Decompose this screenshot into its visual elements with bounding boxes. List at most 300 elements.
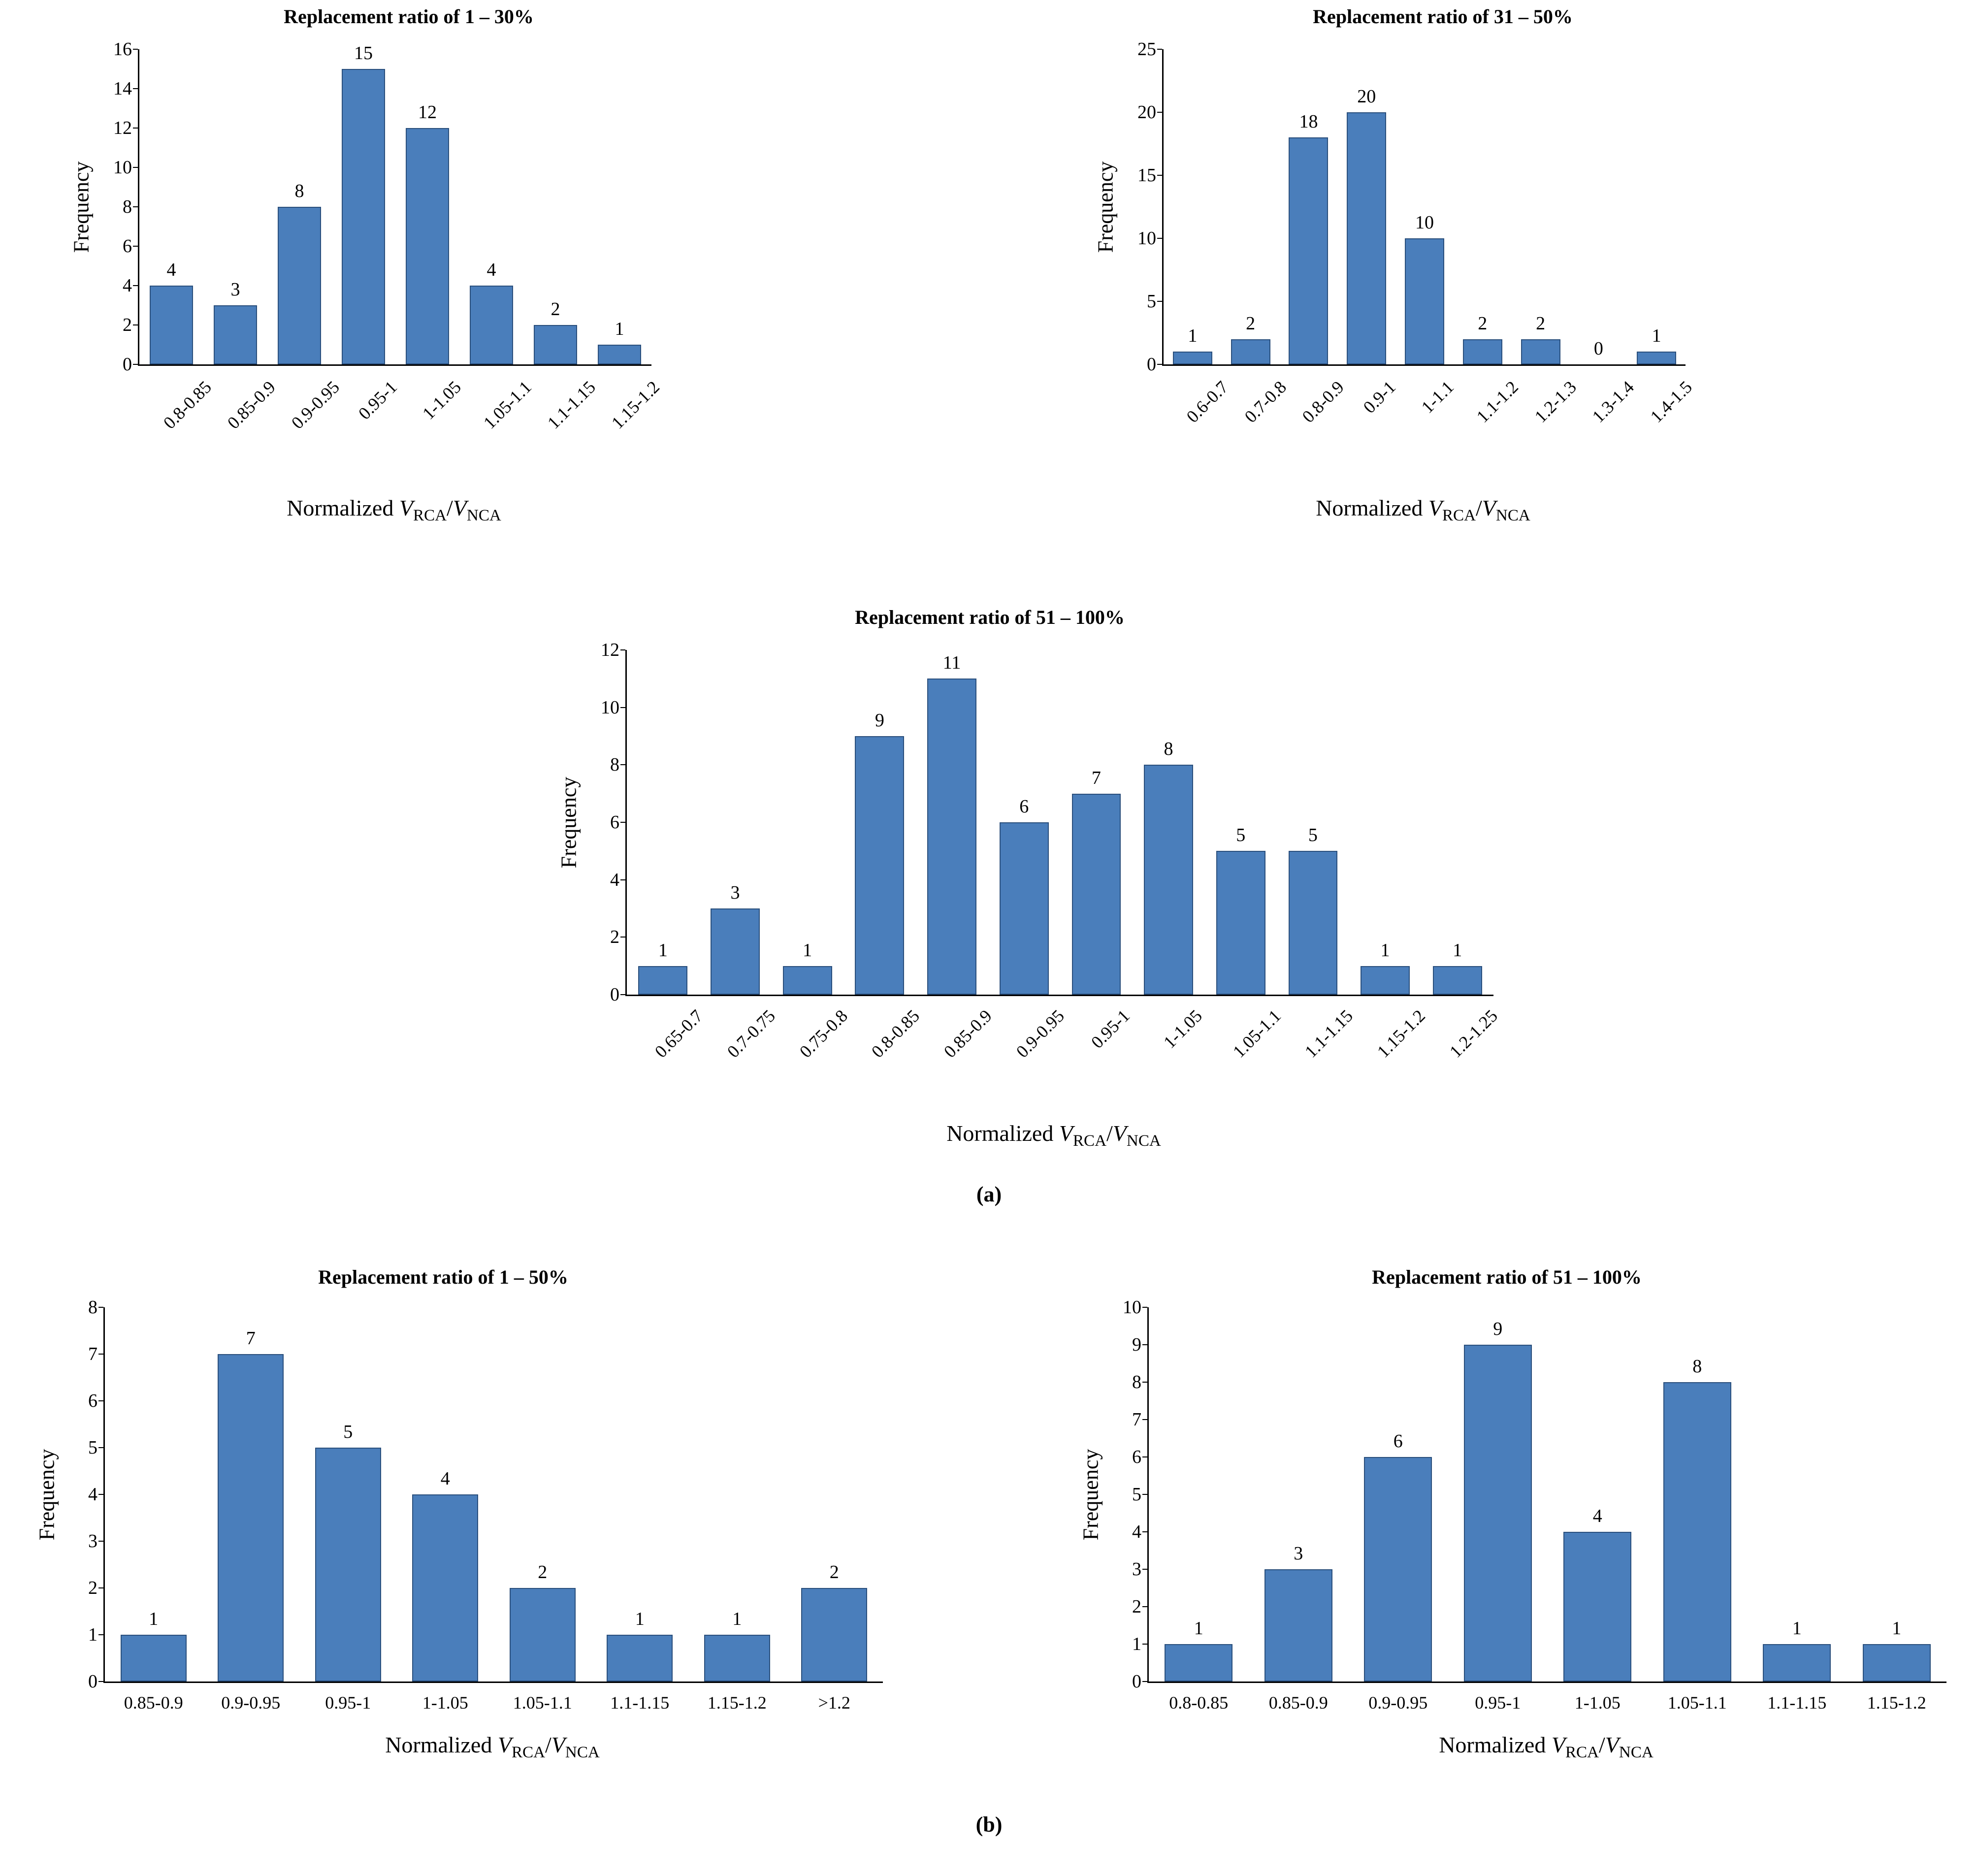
x-tick-label: 0.85-0.9 (223, 377, 279, 433)
x-tick-label: 1.05-1.1 (479, 377, 535, 433)
y-tick-label: 6 (123, 236, 132, 257)
x-tick-label: 1-1.05 (418, 377, 465, 423)
bar-item[interactable] (1847, 1307, 1947, 1682)
bar-value-label: 3 (230, 279, 240, 300)
x-axis-label-prefix: Normalized (385, 1732, 498, 1757)
x-tick-label: 0.8-0.85 (159, 377, 215, 433)
bar[interactable] (1231, 339, 1270, 364)
bar-item[interactable] (331, 43, 395, 364)
plot-area-a3 (625, 650, 1493, 996)
x-tick-cell (1204, 1005, 1285, 1062)
y-tick-mark (620, 707, 625, 708)
bar-item[interactable] (587, 49, 651, 364)
bar-item[interactable] (786, 1307, 883, 1682)
bar[interactable] (1763, 1644, 1831, 1682)
bar-item[interactable] (1277, 650, 1349, 995)
bar-item[interactable] (1548, 1307, 1648, 1682)
y-tick-label: 0 (1132, 1671, 1141, 1692)
bar[interactable] (801, 1588, 867, 1682)
x-tick-cell (786, 1692, 883, 1713)
bar-item[interactable] (203, 49, 267, 364)
bar-item[interactable] (1149, 1307, 1249, 1682)
y-tick-mark (98, 1634, 103, 1635)
y-tick-label: 0 (88, 1671, 97, 1692)
bar[interactable] (1863, 1644, 1931, 1682)
y-tick-mark (98, 1494, 103, 1495)
x-tick-label: 1-1.1 (1417, 377, 1458, 418)
bar-item[interactable] (1222, 49, 1280, 364)
y-tick-label: 2 (1132, 1596, 1141, 1617)
y-tick-label: 2 (88, 1578, 97, 1598)
bar[interactable] (1663, 1382, 1731, 1682)
bar-item[interactable] (459, 49, 523, 364)
y-tick-mark (98, 1681, 103, 1682)
bar-item[interactable] (627, 650, 699, 995)
x-axis-label-prefix: Normalized (287, 495, 399, 520)
bar[interactable] (1521, 339, 1560, 364)
y-tick-mark (98, 1354, 103, 1355)
bar-item[interactable] (1204, 650, 1277, 995)
y-tick-mark (1157, 301, 1162, 302)
x-tick-cell (1348, 1692, 1448, 1713)
bar[interactable] (1463, 339, 1502, 364)
x-tick-cell (105, 1692, 202, 1713)
x-tick-label: 0.9-0.95 (287, 377, 343, 433)
v-nca-subscript: NCA (466, 506, 501, 525)
x-tick-cell (1627, 377, 1696, 427)
x-tick-cell (699, 1005, 779, 1062)
bar-value-label: 15 (354, 43, 373, 64)
y-tick-label: 3 (88, 1531, 97, 1552)
bar-value-label: 4 (166, 259, 176, 280)
y-tick-mark (98, 1307, 103, 1308)
bar[interactable] (638, 966, 687, 995)
x-tick-label: 0.9-0.95 (1368, 1693, 1428, 1713)
y-tick-label: 0 (1147, 354, 1156, 375)
v-rca-symbol: V (497, 1732, 512, 1757)
x-tick-label: 0.85-0.9 (1268, 1693, 1328, 1713)
x-tick-label: 1.1-1.15 (1767, 1693, 1827, 1713)
bar[interactable] (607, 1635, 673, 1682)
x-tick-label: 1.05-1.1 (513, 1693, 572, 1713)
y-tick-mark (1142, 1531, 1147, 1532)
x-tick-label: 0.85-0.9 (124, 1693, 183, 1713)
y-tick-label: 4 (123, 275, 132, 296)
x-tick-label: 1-1.05 (1159, 1005, 1206, 1052)
y-tick-mark (1157, 49, 1162, 50)
x-tick-cell (1149, 1692, 1249, 1713)
bar-item[interactable] (105, 1307, 202, 1682)
x-tick-label: 1-1.05 (422, 1693, 468, 1713)
y-tick-mark (98, 1447, 103, 1448)
chart-panel-a1 (59, 5, 763, 537)
x-tick-cell (1133, 1005, 1206, 1052)
x-tick-label: 1.05-1.1 (1667, 1693, 1727, 1713)
bar-series (105, 1307, 883, 1682)
x-tick-label: >1.2 (818, 1693, 850, 1713)
bar-value-label: 5 (1308, 825, 1318, 846)
v-nca-subscript: NCA (565, 1743, 600, 1762)
y-tick-mark (1157, 364, 1162, 365)
bar[interactable] (1289, 851, 1338, 995)
bar-value-label: 2 (1478, 313, 1488, 334)
x-tick-label: 0.95-1 (1475, 1693, 1521, 1713)
y-axis-label: Frequency (34, 1449, 59, 1540)
x-tick-cell (1349, 1005, 1429, 1062)
x-tick-cell (1222, 377, 1290, 427)
x-tick-label: 1.1-1.2 (1472, 377, 1522, 427)
y-tick-mark (620, 994, 625, 995)
bar-value-label: 2 (1536, 313, 1546, 334)
x-tick-label: 0.9-0.95 (221, 1693, 281, 1713)
x-axis-ticks-a1 (139, 377, 663, 433)
bar-item[interactable] (202, 1307, 300, 1682)
x-tick-label: 0.7-0.75 (723, 1005, 779, 1062)
x-tick-label: 0.65-0.7 (651, 1005, 707, 1062)
x-tick-cell (771, 1005, 851, 1062)
y-axis-ticks-a2 (1118, 39, 1162, 375)
x-axis-label (103, 1732, 881, 1762)
bar-value-label: 3 (1294, 1543, 1303, 1564)
y-tick-label: 1 (1132, 1634, 1141, 1654)
x-tick-label: 1.15-1.2 (607, 377, 663, 433)
bar[interactable] (150, 286, 193, 364)
x-axis-ticks-a3 (627, 1005, 1501, 1062)
y-tick-label: 8 (88, 1297, 97, 1318)
x-axis-label-prefix: Normalized (946, 1121, 1059, 1146)
bar-series (1149, 1307, 1946, 1682)
bar[interactable] (598, 345, 641, 364)
subfigure-label-b: (b) (975, 1812, 1003, 1837)
y-tick-label: 4 (610, 869, 619, 890)
y-axis-ticks-a1 (94, 39, 138, 375)
v-nca-symbol: V (1482, 495, 1496, 520)
bar[interactable] (1405, 238, 1444, 364)
bar-item[interactable] (1164, 49, 1222, 364)
y-tick-label: 5 (88, 1437, 97, 1458)
y-tick-mark (1157, 112, 1162, 113)
y-tick-mark (133, 49, 138, 50)
bar-item[interactable] (1133, 650, 1205, 995)
plot-area-b2 (1147, 1307, 1946, 1683)
bar-item[interactable] (988, 650, 1060, 995)
bar-item[interactable] (1280, 49, 1338, 364)
bar[interactable] (1464, 1345, 1532, 1682)
bar-item[interactable] (397, 1307, 494, 1682)
v-nca-symbol: V (1112, 1121, 1127, 1146)
bar-item[interactable] (395, 49, 459, 364)
y-tick-mark (133, 167, 138, 168)
x-axis-label (620, 1120, 1487, 1150)
v-rca-symbol: V (399, 495, 413, 520)
x-tick-cell (331, 377, 401, 423)
y-tick-mark (1142, 1644, 1147, 1645)
axis-slash: / (1476, 495, 1482, 520)
bar-value-label: 12 (418, 102, 437, 123)
y-axis-label: Frequency (1078, 1449, 1103, 1540)
x-tick-cell (988, 1005, 1068, 1062)
x-tick-cell (1337, 377, 1399, 418)
x-tick-cell (1548, 1692, 1648, 1713)
bar-item[interactable] (916, 650, 988, 995)
y-tick-mark (1142, 1344, 1147, 1345)
bar[interactable] (1289, 137, 1328, 364)
x-tick-label: 0.95-1 (354, 377, 401, 423)
bar[interactable] (218, 1354, 284, 1682)
bar-item[interactable] (139, 49, 203, 364)
x-tick-label: 1.15-1.2 (1373, 1005, 1429, 1062)
bar-value-label: 9 (1493, 1319, 1503, 1339)
y-tick-label: 0 (610, 984, 619, 1005)
v-rca-symbol: V (1551, 1732, 1565, 1757)
bar-value-label: 1 (635, 1609, 645, 1629)
v-nca-symbol: V (551, 1732, 565, 1757)
bar-value-label: 1 (149, 1609, 159, 1629)
x-tick-cell (1747, 1692, 1847, 1713)
y-tick-label: 20 (1137, 102, 1156, 123)
bar[interactable] (1563, 1532, 1631, 1682)
x-tick-label: 0.85-0.9 (940, 1005, 996, 1062)
bar[interactable] (1144, 765, 1193, 995)
y-axis-label: Frequency (69, 161, 94, 253)
x-tick-cell (459, 377, 535, 433)
bar[interactable] (342, 69, 385, 364)
x-axis-label-prefix: Normalized (1439, 1732, 1552, 1757)
bar-item[interactable] (771, 650, 843, 995)
bar-value-label: 11 (942, 652, 961, 674)
v-rca-subscript: RCA (1442, 506, 1476, 525)
bar[interactable] (1433, 966, 1482, 995)
bar-value-label: 1 (1188, 325, 1198, 347)
chart-b1 (30, 1297, 867, 1800)
bar-value-label: 8 (294, 181, 304, 201)
bar-value-label: 1 (1194, 1618, 1203, 1639)
bar-item[interactable] (1349, 650, 1422, 995)
bar-value-label: 4 (440, 1468, 450, 1489)
x-tick-cell (688, 1692, 786, 1713)
bar-value-label: 0 (1593, 338, 1603, 359)
bar[interactable] (470, 286, 513, 364)
bar-item[interactable] (494, 1307, 591, 1682)
x-tick-label: 0.8-0.85 (1169, 1693, 1229, 1713)
bar[interactable] (711, 908, 760, 995)
y-tick-mark (133, 285, 138, 286)
bar-item[interactable] (1512, 49, 1570, 364)
x-axis-label (128, 495, 660, 525)
y-axis-ticks-b1 (59, 1297, 103, 1692)
y-tick-label: 9 (1132, 1334, 1141, 1355)
bar-value-label: 1 (1453, 939, 1462, 961)
x-tick-label: 0.7-0.8 (1240, 377, 1290, 427)
x-tick-cell (1249, 1692, 1349, 1713)
bar-item[interactable] (1627, 49, 1686, 364)
y-tick-label: 3 (1132, 1559, 1141, 1580)
bar-value-label: 4 (486, 259, 496, 280)
bar[interactable] (1361, 966, 1410, 995)
x-tick-cell (591, 1692, 689, 1713)
y-tick-label: 7 (88, 1344, 97, 1364)
x-tick-cell (1512, 377, 1580, 427)
bar[interactable] (121, 1635, 187, 1682)
bar-item[interactable] (688, 1307, 786, 1682)
bar-value-label: 1 (1652, 325, 1661, 347)
bar-item[interactable] (1454, 49, 1512, 364)
x-tick-cell (1395, 377, 1458, 418)
v-nca-symbol: V (1605, 1732, 1619, 1757)
x-tick-cell (397, 1692, 494, 1713)
bar-item[interactable] (699, 650, 772, 995)
bar-item[interactable] (1060, 650, 1133, 995)
chart-a3 (532, 640, 1501, 1152)
chart-a1 (59, 39, 763, 525)
x-tick-label: 0.6-0.7 (1182, 377, 1232, 427)
bar[interactable] (510, 1588, 576, 1682)
bar-value-label: 7 (1091, 767, 1101, 788)
bar-item[interactable] (843, 650, 916, 995)
y-tick-mark (1142, 1681, 1147, 1682)
x-tick-label: 0.8-0.85 (868, 1005, 924, 1062)
x-tick-label: 1.2-1.3 (1530, 377, 1580, 427)
y-tick-label: 5 (1132, 1484, 1141, 1505)
y-tick-mark (1142, 1569, 1147, 1570)
bar[interactable] (1637, 352, 1676, 364)
x-axis-ticks-b1 (105, 1692, 883, 1713)
subfigure-label-a: (a) (976, 1182, 1002, 1206)
bar[interactable] (783, 966, 832, 995)
y-tick-mark (1142, 1419, 1147, 1420)
bar[interactable] (214, 305, 257, 364)
bar[interactable] (1364, 1457, 1432, 1682)
bar[interactable] (412, 1494, 478, 1682)
x-tick-label: 0.95-1 (325, 1693, 371, 1713)
x-tick-cell (395, 377, 465, 423)
y-tick-label: 5 (1147, 291, 1156, 312)
x-tick-cell (916, 1005, 996, 1062)
bar-item[interactable] (1249, 1307, 1349, 1682)
bar-item[interactable] (523, 49, 587, 364)
y-tick-mark (98, 1541, 103, 1542)
bar[interactable] (1173, 352, 1212, 364)
y-tick-label: 8 (610, 754, 619, 776)
x-tick-label: 1.1-1.15 (543, 377, 599, 433)
v-rca-symbol: V (1428, 495, 1442, 520)
bar-item[interactable] (1348, 1307, 1448, 1682)
x-tick-label: 0.95-1 (1087, 1005, 1134, 1052)
y-tick-mark (1142, 1382, 1147, 1383)
bar-item[interactable] (1648, 1307, 1748, 1682)
x-tick-cell (1060, 1005, 1134, 1052)
bar-value-label: 1 (1380, 939, 1390, 961)
y-tick-mark (620, 879, 625, 880)
bar-item[interactable] (299, 1307, 397, 1682)
y-tick-mark (620, 649, 625, 650)
x-tick-cell (627, 1005, 707, 1062)
y-tick-mark (1142, 1494, 1147, 1495)
bar-item[interactable] (1337, 49, 1395, 364)
chart-panel-a2 (1083, 5, 1822, 537)
bar-value-label: 5 (1236, 825, 1246, 846)
bar-value-label: 1 (658, 939, 668, 961)
y-tick-mark (1142, 1606, 1147, 1607)
bar[interactable] (1165, 1644, 1232, 1682)
bar[interactable] (278, 207, 321, 364)
y-tick-mark (133, 364, 138, 365)
v-rca-subscript: RCA (1565, 1743, 1599, 1762)
bar-value-label: 9 (875, 710, 884, 731)
y-tick-label: 6 (610, 812, 619, 833)
bar[interactable] (534, 325, 577, 364)
bar-item[interactable] (1421, 650, 1493, 995)
y-tick-label: 16 (113, 39, 132, 60)
bar-item[interactable] (1395, 49, 1454, 364)
bar-item[interactable] (1569, 49, 1627, 364)
bar-value-label: 2 (1246, 313, 1256, 334)
x-tick-label: 1.3-1.4 (1588, 377, 1638, 427)
bar-item[interactable] (1448, 1307, 1548, 1682)
y-tick-label: 10 (1137, 228, 1156, 249)
v-rca-subscript: RCA (511, 1743, 546, 1762)
bar-value-label: 2 (538, 1562, 548, 1583)
y-axis-ticks-a3 (581, 640, 625, 1005)
axis-slash: / (447, 495, 453, 520)
x-axis-ticks-a2 (1164, 377, 1696, 427)
bar[interactable] (315, 1448, 381, 1682)
bar-item[interactable] (591, 1307, 689, 1682)
bar[interactable] (1347, 112, 1386, 364)
x-tick-cell (1569, 377, 1638, 427)
chart-panel-a3 (532, 606, 1501, 1167)
v-nca-symbol: V (453, 495, 467, 520)
y-tick-label: 14 (113, 78, 132, 99)
bar-value-label: 8 (1692, 1356, 1702, 1377)
bar[interactable] (1072, 794, 1121, 995)
bar[interactable] (1216, 851, 1265, 995)
bar[interactable] (927, 679, 976, 995)
x-tick-cell (1164, 377, 1232, 427)
y-tick-label: 10 (1123, 1297, 1141, 1318)
bar[interactable] (855, 736, 904, 995)
y-tick-mark (1157, 238, 1162, 239)
bar[interactable] (1265, 1569, 1332, 1682)
bar[interactable] (1000, 822, 1049, 995)
y-tick-label: 10 (601, 697, 619, 718)
bar-item[interactable] (1747, 1307, 1847, 1682)
y-tick-label: 2 (610, 927, 619, 948)
bar[interactable] (406, 128, 449, 364)
x-tick-label: 1-1.05 (1574, 1693, 1621, 1713)
y-tick-label: 6 (88, 1391, 97, 1411)
x-tick-cell (1448, 1692, 1548, 1713)
x-tick-label: 0.75-0.8 (795, 1005, 851, 1062)
x-axis-label-prefix: Normalized (1316, 495, 1428, 520)
y-tick-mark (133, 324, 138, 325)
bar-value-label: 10 (1415, 212, 1434, 233)
y-tick-label: 4 (1132, 1521, 1141, 1542)
bar-value-label: 2 (829, 1562, 839, 1583)
x-tick-label: 1.1-1.15 (610, 1693, 670, 1713)
chart-panel-b1 (30, 1265, 867, 1807)
y-tick-mark (620, 937, 625, 938)
bar-value-label: 1 (1892, 1618, 1902, 1639)
bar-series (627, 650, 1493, 995)
bar-item[interactable] (267, 49, 331, 364)
bar-value-label: 6 (1019, 796, 1029, 817)
bar-value-label: 20 (1357, 86, 1376, 107)
axis-slash: / (545, 1732, 551, 1757)
y-tick-mark (133, 206, 138, 207)
x-axis-ticks-b2 (1149, 1692, 1946, 1713)
bar[interactable] (704, 1635, 770, 1682)
